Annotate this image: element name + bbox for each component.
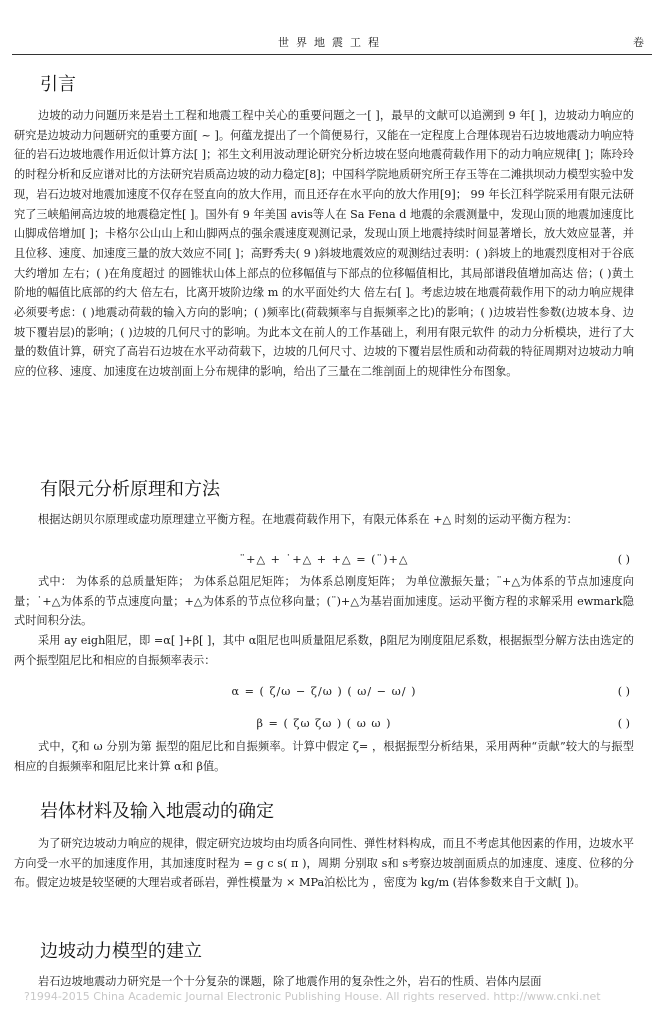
model-paragraph: 岩石边坡地震动力研究是一个十分复杂的课题，除了地震作用的复杂性之外，岩石的性质、岩体内层面 bbox=[38, 975, 542, 988]
fem-paragraph-1: 根据达朗贝尔原理或虚功原理建立平衡方程。在地震荷载作用下，有限元体系在 +△ 时刻的运动平衡方程为： bbox=[38, 513, 578, 526]
intro-paragraph: 边坡的动力问题历来是岩土工程和地震工程中关心的重要问题之一[ ]，最早的文献可以追溯到 9 年[ ]，边坡动力响应的研究是边坡动力问题研究的重要方面[ ~ ]。何蕴龙提出了一个简便易行，又能在一定程度上合理体现岩石边坡地震动力响应特征的岩石边坡地震作用近似计算方法[ ]；祁生文利用波动理论研究分析边坡在竖向地震荷载作用下的动力响应规律[ ]；陈玲玲的时程分析和反应谱对比的方法研究岩质高边坡的动力稳定[8]；中国科学院地质研究所王存玉等在二滩拱坝动力模型实验中发现，岩石边坡对地震加速度不仅存在竖直向的放大作用，而且还存在水平向的放大作用[9]； 99 年长江科学院采用有限元法研究了三峡船闸高边坡的地震稳定性[ ]。国外有 9 年美国 avis等人在 Sa Fena d 地震的余震测量中，发现山顶的地震加速度比山脚成倍增加[ ]；卡格尔公山山上和山脚两点的强余震速度观测记录，发现山顶上地震持续时间显著增长，放大效应显著，并且位移、速度、加速度三量的放大效应不同[ ]；高野秀夫( 9 )斜坡地震效应的观测结过表明：( )斜坡上的地震烈度相对于谷底大约增加 左右；( )在角度超过 的圆锥状山体上部点的位移幅值与下部点的位移幅值相比，其局部谱段值增加高达 倍；( )黄土阶地的幅值比底部的约大 倍左右，比离开坡阶边缘 m 的水平面处约大 倍左右[ ]。考虑边坡在地震荷载作用下的动力响应规律必须要考虑：( )地震动荷载的输入方向的影响；( )频率比(荷载频率与自振频率之比)的影响；( )边坡岩性参数(边坡本身、边坡下覆岩层)的影响；( )边坡的几何尺寸的影响。为此本文在前人的工作基础上，利用有限元软件 的动力分析模块，进行了大量的数值计算，研究了高岩石边坡在水平动荷载下，边坡的几何尺寸、边坡的下覆岩层性质和动荷载的特征周期对边坡动力响应的位移、速度、加速度在边坡剖面上分布规律的影响，给出了三量在二维剖面上的规律性分布图象。 bbox=[14, 109, 634, 379]
copyright-watermark: ?1994-2015 China Academic Journal Electronic Publishing House. All rights reserved. http://www.cnki.net bbox=[24, 990, 601, 1003]
volume-label: 卷 bbox=[633, 36, 644, 49]
fem-paragraph-2: 式中： 为体系的总质量矩阵； 为体系总阻尼矩阵； 为体系总刚度矩阵； 为单位激振矢量；¨+△为体系的节点加速度向量；˙+△为体系的节点速度向量；+△为体系的节点位移向量；(¨)+△为基岩面加速度。运动平衡方程的求解采用 ewmark隐式时间积分法。 bbox=[14, 575, 634, 628]
equation-3-number: ( ) bbox=[617, 717, 630, 730]
equation-3-body: β = ( ζω ζω ) ( ω ω ) bbox=[256, 717, 392, 730]
equation-1 bbox=[14, 551, 634, 569]
equation-2 bbox=[14, 683, 634, 701]
equation-1-number: ( ) bbox=[617, 553, 630, 566]
equation-2-body: α = ( ζ/ω − ζ/ω ) ( ω/ − ω/ ) bbox=[231, 685, 417, 698]
section-title-intro: 引言 bbox=[40, 74, 76, 95]
section-title-model: 边坡动力模型的建立 bbox=[40, 941, 202, 962]
equation-3 bbox=[14, 715, 634, 733]
section-title-materials: 岩体材料及输入地震动的确定 bbox=[40, 801, 274, 822]
header-rule bbox=[12, 54, 652, 55]
section-title-fem: 有限元分析原理和方法 bbox=[40, 479, 220, 500]
equation-1-body: ¨+△ + ˙+△ + +△ = (¨)+△ bbox=[239, 553, 409, 566]
equation-2-number: ( ) bbox=[617, 685, 630, 698]
fem-paragraph-4: 式中，ζ和 ω 分别为第 振型的阻尼比和自振频率。计算中假定 ζ= ，根据振型分析结果，采用两种“贡献”较大的与振型相应的自振频率和阻尼比来计算 α和 β值。 bbox=[14, 740, 634, 773]
materials-paragraph: 为了研究边坡动力响应的规律，假定研究边坡均由均质各向同性、弹性材料构成，而且不考虑其他因素的作用，边坡水平方向受一水平的加速度作用，其加速度时程为 = g c s( π )，周期 分别取 s和 s考察边坡剖面质点的加速度、速度、位移的分布。假定边坡是较坚硬的大理岩或者砾岩，弹性模量为 × MPa泊松比为 ，密度为 kg/m (岩体参数来自于文献[ ])。 bbox=[14, 837, 634, 890]
fem-paragraph-3: 采用 ay eigh阻尼，即 =α[ ]+β[ ]，其中 α阻尼也叫质量阻尼系数，β阻尼为刚度阻尼系数，根据振型分解方法由选定的两个振型阻尼比和相应的自振频率表示： bbox=[14, 634, 634, 667]
journal-title: 世界地震工程 bbox=[278, 36, 386, 49]
running-header bbox=[12, 34, 652, 52]
